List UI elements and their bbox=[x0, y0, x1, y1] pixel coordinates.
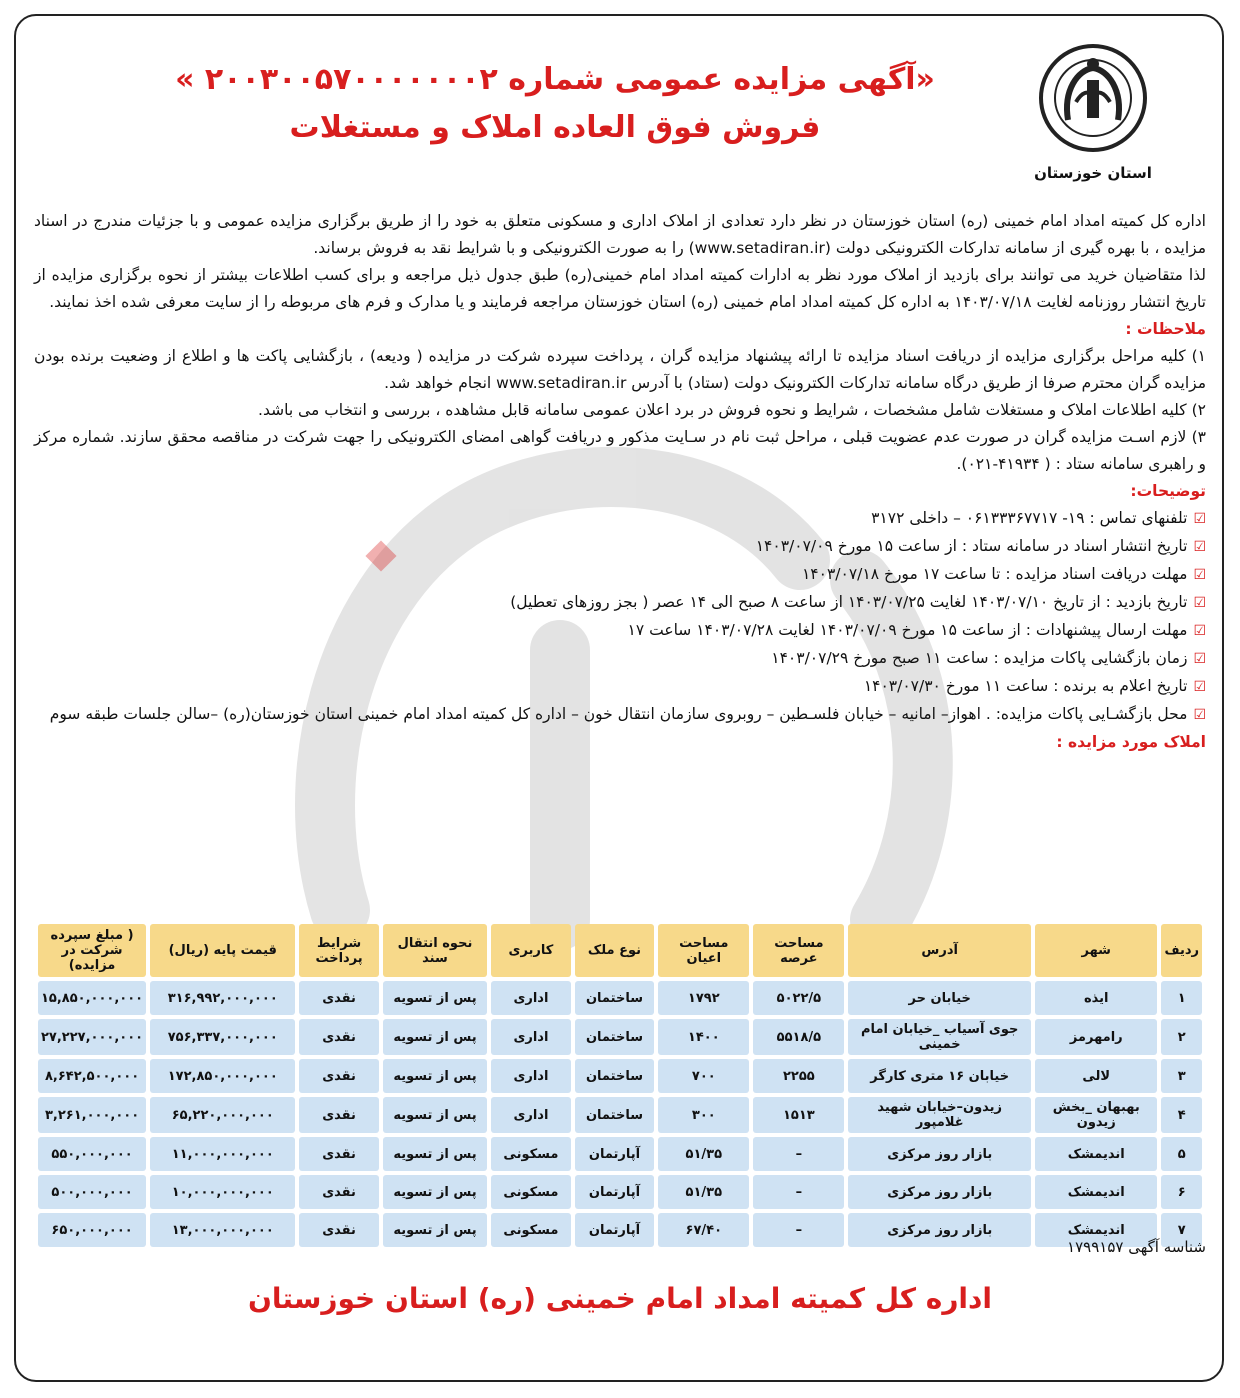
explanation-item bbox=[34, 505, 1206, 533]
table-cell: پس از تسویه bbox=[383, 1059, 487, 1093]
table-cell: ساختمان bbox=[575, 1097, 655, 1133]
explanation-item bbox=[34, 673, 1206, 701]
table-header-row bbox=[38, 924, 1202, 977]
table-cell: ۵۰۲۲/۵ bbox=[753, 981, 844, 1015]
table-cell: جوی آسیاب _خیابان امام خمینی bbox=[848, 1019, 1031, 1055]
table-cell: ۲ bbox=[1161, 1019, 1202, 1055]
table-row bbox=[38, 1175, 1202, 1209]
properties-table bbox=[34, 920, 1206, 1251]
table-cell: پس از تسویه bbox=[383, 1137, 487, 1171]
table-cell: ۵۱/۳۵ bbox=[658, 1137, 749, 1171]
explanation-item bbox=[34, 533, 1206, 561]
note-item: ۳) لازم اسـت مزایده گران در صورت عدم عضویت قبلی ، مراحل ثبت نام در سـایت مذکور و دریافت گواهی امضای الکترونیکی را جهت شرکت در مناقصه محقق سازند. شماره مرکز و راهبری سامانه ستاد : ( ۴۱۹۳۴-۰۲۱). bbox=[34, 428, 1206, 473]
page-subtitle: فروش فوق العاده املاک و مستغلات bbox=[289, 110, 821, 145]
table-cell: ۷ bbox=[1161, 1213, 1202, 1247]
table-cell: ساختمان bbox=[575, 981, 655, 1015]
table-cell: ۷۵۶,۳۳۷,۰۰۰,۰۰۰ bbox=[150, 1019, 295, 1055]
table-cell: آپارتمان bbox=[575, 1137, 655, 1171]
table-cell: اندیمشک bbox=[1035, 1175, 1157, 1209]
table-row bbox=[38, 1137, 1202, 1171]
explanation-text: تاریخ انتشار اسناد در سامانه ستاد : از ساعت ۱۵ مورخ ۱۴۰۳/۰۷/۰۹ bbox=[755, 537, 1188, 555]
column-header: نحوه انتقال سند bbox=[383, 924, 487, 977]
checkbox-icon: ☑ bbox=[1193, 511, 1206, 527]
explanation-item bbox=[34, 589, 1206, 617]
table-row bbox=[38, 1097, 1202, 1133]
explanation-text: زمان بازگشایی پاکات مزایده : ساعت ۱۱ صبح مورخ ۱۴۰۳/۰۷/۲۹ bbox=[771, 649, 1188, 667]
column-header: شرایط پرداخت bbox=[299, 924, 378, 977]
page-title: «آگهی مزایده عمومی شماره ۲۰۰۳۰۰۵۷۰۰۰۰۰۰۰۲ » bbox=[175, 62, 935, 97]
checkbox-icon: ☑ bbox=[1193, 539, 1206, 555]
table-cell: نقدی bbox=[299, 1059, 378, 1093]
note-item: ۱) کلیه مراحل برگزاری مزایده از دریافت اسناد مزایده تا ارائه پیشنهاد مزایده گران ، پرداخت سپرده شرکت در مزایده ( ودیعه) ، بازگشایی پاکت ها و اطلاع از وضعیت برنده بودن مزایده گران محترم صرفا از طریق درگاه سامانه تدارکات الکترونیک دولت (ستاد) با آدرس www.setadiran.ir انجام خواهد شد. bbox=[34, 347, 1206, 392]
column-header: ( مبلغ سپرده شرکت در مزایده) bbox=[38, 924, 146, 977]
note-item: ۲) کلیه اطلاعات املاک و مستغلات شامل مشخصات ، شرایط و نحوه فروش در برد اعلان عمومی سامانه قابل مشاهده ، بررسی و انتخاب می باشد. bbox=[258, 401, 1206, 419]
table-cell: ۲۷,۲۲۷,۰۰۰,۰۰۰ bbox=[38, 1019, 146, 1055]
column-header: ردیف bbox=[1161, 924, 1202, 977]
table-cell: ۶ bbox=[1161, 1175, 1202, 1209]
table-cell: اداری bbox=[491, 1059, 571, 1093]
table-cell: اندیمشک bbox=[1035, 1213, 1157, 1247]
table-cell: لالی bbox=[1035, 1059, 1157, 1093]
table-cell: – bbox=[753, 1137, 844, 1171]
intro-paragraph: لذا متقاضیان خرید می توانند برای بازدید از املاک مورد نظر به ادارات کمیته امداد امام خمینی(ره) طبق جدول ذیل مراجعه و برای کسب اطلاعات بیشتر از نحوه برگزاری مزایده از تاریخ انتشار روزنامه لغایت ۱۴۰۳/۰۷/۱۸ به اداره کل کمیته امداد امام خمینی (ره) استان خوزستان مراجعه فرمایند و یا مدارک و فرم های مربوطه را از سایت معرفی شده اخذ نمایند. bbox=[34, 266, 1206, 311]
table-cell: بهبهان _بخش زیدون bbox=[1035, 1097, 1157, 1133]
table-cell: ۱۴۰۰ bbox=[658, 1019, 749, 1055]
table-cell: آپارتمان bbox=[575, 1213, 655, 1247]
explanation-text: مهلت ارسال پیشنهادات : از ساعت ۱۵ مورخ ۱۴۰۳/۰۷/۰۹ لغایت ۱۴۰۳/۰۷/۲۸ ساعت ۱۷ bbox=[627, 621, 1188, 639]
checkbox-icon: ☑ bbox=[1193, 651, 1206, 667]
table-row bbox=[38, 981, 1202, 1015]
emblem-icon bbox=[1038, 40, 1148, 158]
table-cell: ۵۱/۳۵ bbox=[658, 1175, 749, 1209]
table-cell: رامهرمز bbox=[1035, 1019, 1157, 1055]
table-row bbox=[38, 1019, 1202, 1055]
table-cell: نقدی bbox=[299, 1097, 378, 1133]
table-cell: ۳۰۰ bbox=[658, 1097, 749, 1133]
table-cell: – bbox=[753, 1213, 844, 1247]
table-cell: ۳۱۶,۹۹۲,۰۰۰,۰۰۰ bbox=[150, 981, 295, 1015]
table-cell: ۳ bbox=[1161, 1059, 1202, 1093]
table-cell: خیابان حر bbox=[848, 981, 1031, 1015]
checkbox-icon: ☑ bbox=[1193, 623, 1206, 639]
table-cell: ۵۰۰,۰۰۰,۰۰۰ bbox=[38, 1175, 146, 1209]
properties-heading: املاک مورد مزایده : bbox=[1056, 733, 1206, 751]
explanation-text: تلفنهای تماس : ۱۹- ۰۶۱۳۳۳۶۷۷۱۷ – داخلی ۳۱۷۲ bbox=[871, 509, 1188, 527]
table-cell: ۱۷۹۲ bbox=[658, 981, 749, 1015]
explanation-text: مهلت دریافت اسناد مزایده : تا ساعت ۱۷ مورخ ۱۴۰۳/۰۷/۱۸ bbox=[801, 565, 1188, 583]
table-cell: مسکونی bbox=[491, 1175, 571, 1209]
column-header: مساحت عرصه bbox=[753, 924, 844, 977]
explanation-text: تاریخ اعلام به برنده : ساعت ۱۱ مورخ ۱۴۰۳/۰۷/۳۰ bbox=[863, 677, 1188, 695]
title-block bbox=[150, 58, 960, 150]
table-cell: زیدون–خیابان شهید غلامپور bbox=[848, 1097, 1031, 1133]
explanation-item bbox=[34, 645, 1206, 673]
table-cell: ۵۵۰,۰۰۰,۰۰۰ bbox=[38, 1137, 146, 1171]
table-cell: پس از تسویه bbox=[383, 1213, 487, 1247]
table-cell: بازار روز مرکزی bbox=[848, 1175, 1031, 1209]
table-cell: ۶۵,۲۲۰,۰۰۰,۰۰۰ bbox=[150, 1097, 295, 1133]
table-cell: ساختمان bbox=[575, 1059, 655, 1093]
table-cell: ۱۳,۰۰۰,۰۰۰,۰۰۰ bbox=[150, 1213, 295, 1247]
table-cell: ۳,۲۶۱,۰۰۰,۰۰۰ bbox=[38, 1097, 146, 1133]
table-row bbox=[38, 1059, 1202, 1093]
checkbox-icon: ☑ bbox=[1193, 567, 1206, 583]
table-cell: پس از تسویه bbox=[383, 1097, 487, 1133]
table-cell: پس از تسویه bbox=[383, 1175, 487, 1209]
explanation-text: تاریخ بازدید : از تاریخ ۱۴۰۳/۰۷/۱۰ لغایت ۱۴۰۳/۰۷/۲۵ از ساعت ۸ صبح الی ۱۴ عصر ( بجز روزهای تعطیل) bbox=[510, 593, 1188, 611]
table-cell: ساختمان bbox=[575, 1019, 655, 1055]
table-row bbox=[38, 1213, 1202, 1247]
table-cell: ۶۷/۴۰ bbox=[658, 1213, 749, 1247]
table-cell: پس از تسویه bbox=[383, 1019, 487, 1055]
table-cell: ایذه bbox=[1035, 981, 1157, 1015]
table-cell: ۶۵۰,۰۰۰,۰۰۰ bbox=[38, 1213, 146, 1247]
table-cell: ۷۰۰ bbox=[658, 1059, 749, 1093]
checkbox-icon: ☑ bbox=[1193, 707, 1206, 723]
table-cell: مسکونی bbox=[491, 1213, 571, 1247]
footer-organization: اداره کل کمیته امداد امام خمینی (ره) استان خوزستان bbox=[248, 1282, 992, 1315]
explanation-item bbox=[34, 561, 1206, 589]
table-cell: ۱۰,۰۰۰,۰۰۰,۰۰۰ bbox=[150, 1175, 295, 1209]
checkbox-icon: ☑ bbox=[1193, 679, 1206, 695]
ad-body bbox=[34, 208, 1206, 756]
table-cell: ۲۲۵۵ bbox=[753, 1059, 844, 1093]
table-cell: نقدی bbox=[299, 1137, 378, 1171]
table-cell: بازار روز مرکزی bbox=[848, 1137, 1031, 1171]
table-cell: پس از تسویه bbox=[383, 981, 487, 1015]
column-header: کاربری bbox=[491, 924, 571, 977]
table-cell: اندیمشک bbox=[1035, 1137, 1157, 1171]
notes-heading: ملاحظات : bbox=[1125, 320, 1206, 338]
column-header: نوع ملک bbox=[575, 924, 655, 977]
ad-id: شناسه آگهی ۱۷۹۹۱۵۷ bbox=[1067, 1238, 1206, 1256]
table-cell: اداری bbox=[491, 1097, 571, 1133]
table-cell: اداری bbox=[491, 1019, 571, 1055]
table-cell: ۱ bbox=[1161, 981, 1202, 1015]
table-cell: مسکونی bbox=[491, 1137, 571, 1171]
explanation-text: محل بازگشـایی پاکات مزایده: . اهواز– امانیه – خیابان فلسـطین – روبروی سازمان انتقال خون – اداره کل کمیته امداد امام خمینی استان خوزستان(ره) –سالن جلسات طبقه سوم bbox=[49, 705, 1188, 723]
table-cell: آپارتمان bbox=[575, 1175, 655, 1209]
table-cell: بازار روز مرکزی bbox=[848, 1213, 1031, 1247]
intro-paragraph: اداره کل کمیته امداد امام خمینی (ره) استان خوزستان در نظر دارد تعدادی از املاک اداری و مسکونی متعلق به خود را از طریق برگزاری مزایده عمومی و با جزئیات مندرج در اسناد مزایده ، با بهره گیری از سامانه تدارکات الکترونیکی دولت (www.setadiran.ir) را به صورت الکترونیکی و با شرایط نقد به فروش برساند. bbox=[34, 212, 1206, 257]
explanation-item bbox=[34, 701, 1206, 729]
table-cell: ۱۵۱۳ bbox=[753, 1097, 844, 1133]
table-cell: نقدی bbox=[299, 981, 378, 1015]
table-cell: ۵۵۱۸/۵ bbox=[753, 1019, 844, 1055]
table-cell: ۸,۶۴۲,۵۰۰,۰۰۰ bbox=[38, 1059, 146, 1093]
column-header: مساحت اعیان bbox=[658, 924, 749, 977]
table-cell: ۴ bbox=[1161, 1097, 1202, 1133]
column-header: آدرس bbox=[848, 924, 1031, 977]
explanations-heading: توضیحات: bbox=[1130, 482, 1206, 500]
table-cell: نقدی bbox=[299, 1019, 378, 1055]
logo-caption: استان خوزستان bbox=[1034, 164, 1152, 182]
column-header: شهر bbox=[1035, 924, 1157, 977]
table-cell: ۱۷۲,۸۵۰,۰۰۰,۰۰۰ bbox=[150, 1059, 295, 1093]
checkbox-icon: ☑ bbox=[1193, 595, 1206, 611]
table-cell: – bbox=[753, 1175, 844, 1209]
explanation-item bbox=[34, 617, 1206, 645]
table-cell: خیابان ۱۶ متری کارگر bbox=[848, 1059, 1031, 1093]
table-cell: ۵ bbox=[1161, 1137, 1202, 1171]
table-cell: ۱۱,۰۰۰,۰۰۰,۰۰۰ bbox=[150, 1137, 295, 1171]
table-cell: ۱۵,۸۵۰,۰۰۰,۰۰۰ bbox=[38, 981, 146, 1015]
table-cell: نقدی bbox=[299, 1175, 378, 1209]
organization-logo bbox=[1028, 40, 1158, 182]
table-cell: اداری bbox=[491, 981, 571, 1015]
column-header: قیمت پایه (ریال) bbox=[150, 924, 295, 977]
table-cell: نقدی bbox=[299, 1213, 378, 1247]
